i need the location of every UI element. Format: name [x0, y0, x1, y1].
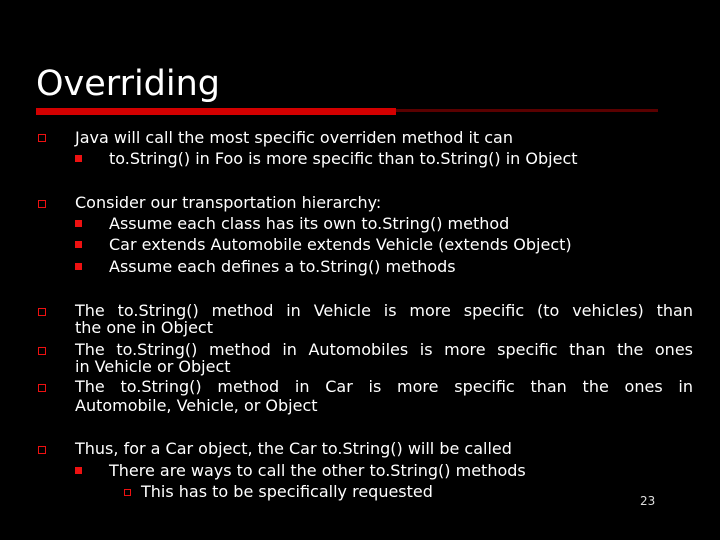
filled-square-bullet-icon	[75, 155, 82, 162]
hollow-square-bullet-icon	[38, 308, 46, 316]
hollow-square-bullet-icon	[124, 489, 131, 496]
hollow-square-bullet-icon	[38, 134, 46, 142]
bullet-text: Thus, for a Car object, the Car to.String() will be called	[75, 439, 512, 458]
sub-bullet-text: Assume each defines a to.String() methods	[109, 257, 456, 276]
page-title: Overriding	[36, 64, 221, 104]
hollow-square-bullet-icon	[38, 347, 46, 355]
bullet-text: Java will call the most specific overriden method it can	[75, 128, 513, 147]
bullet-text: Consider our transportation hierarchy:	[75, 193, 382, 212]
sub-bullet-text: There are ways to call the other to.String() methods	[109, 461, 526, 480]
sub-bullet-text: Assume each class has its own to.String() method	[109, 214, 510, 233]
filled-square-bullet-icon	[75, 220, 82, 227]
hollow-square-bullet-icon	[38, 384, 46, 392]
filled-square-bullet-icon	[75, 467, 82, 474]
hollow-square-bullet-icon	[38, 446, 46, 454]
sub-bullet-text: to.String() in Foo is more specific than to.String() in Object	[109, 149, 578, 168]
hollow-square-bullet-icon	[38, 200, 46, 208]
sub-sub-bullet-text: This has to be specifically requested	[141, 482, 433, 501]
bullet-text-continued: Automobile, Vehicle, or Object	[75, 396, 318, 415]
title-underline	[36, 108, 396, 115]
filled-square-bullet-icon	[75, 241, 82, 248]
bullet-text: The to.String() method in Automobiles is more specific than the ones	[75, 340, 693, 359]
page-number: 23	[640, 494, 656, 508]
sub-bullet-text: Car extends Automobile extends Vehicle (extends Object)	[109, 235, 572, 254]
title-underline-tail	[396, 109, 658, 112]
bullet-text: The to.String() method in Car is more specific than the ones in	[75, 377, 693, 396]
bullet-text: The to.String() method in Vehicle is more specific (to vehicles) than	[75, 301, 693, 320]
bullet-text-continued: the one in Object	[75, 318, 213, 337]
filled-square-bullet-icon	[75, 263, 82, 270]
bullet-text-continued: in Vehicle or Object	[75, 357, 231, 376]
